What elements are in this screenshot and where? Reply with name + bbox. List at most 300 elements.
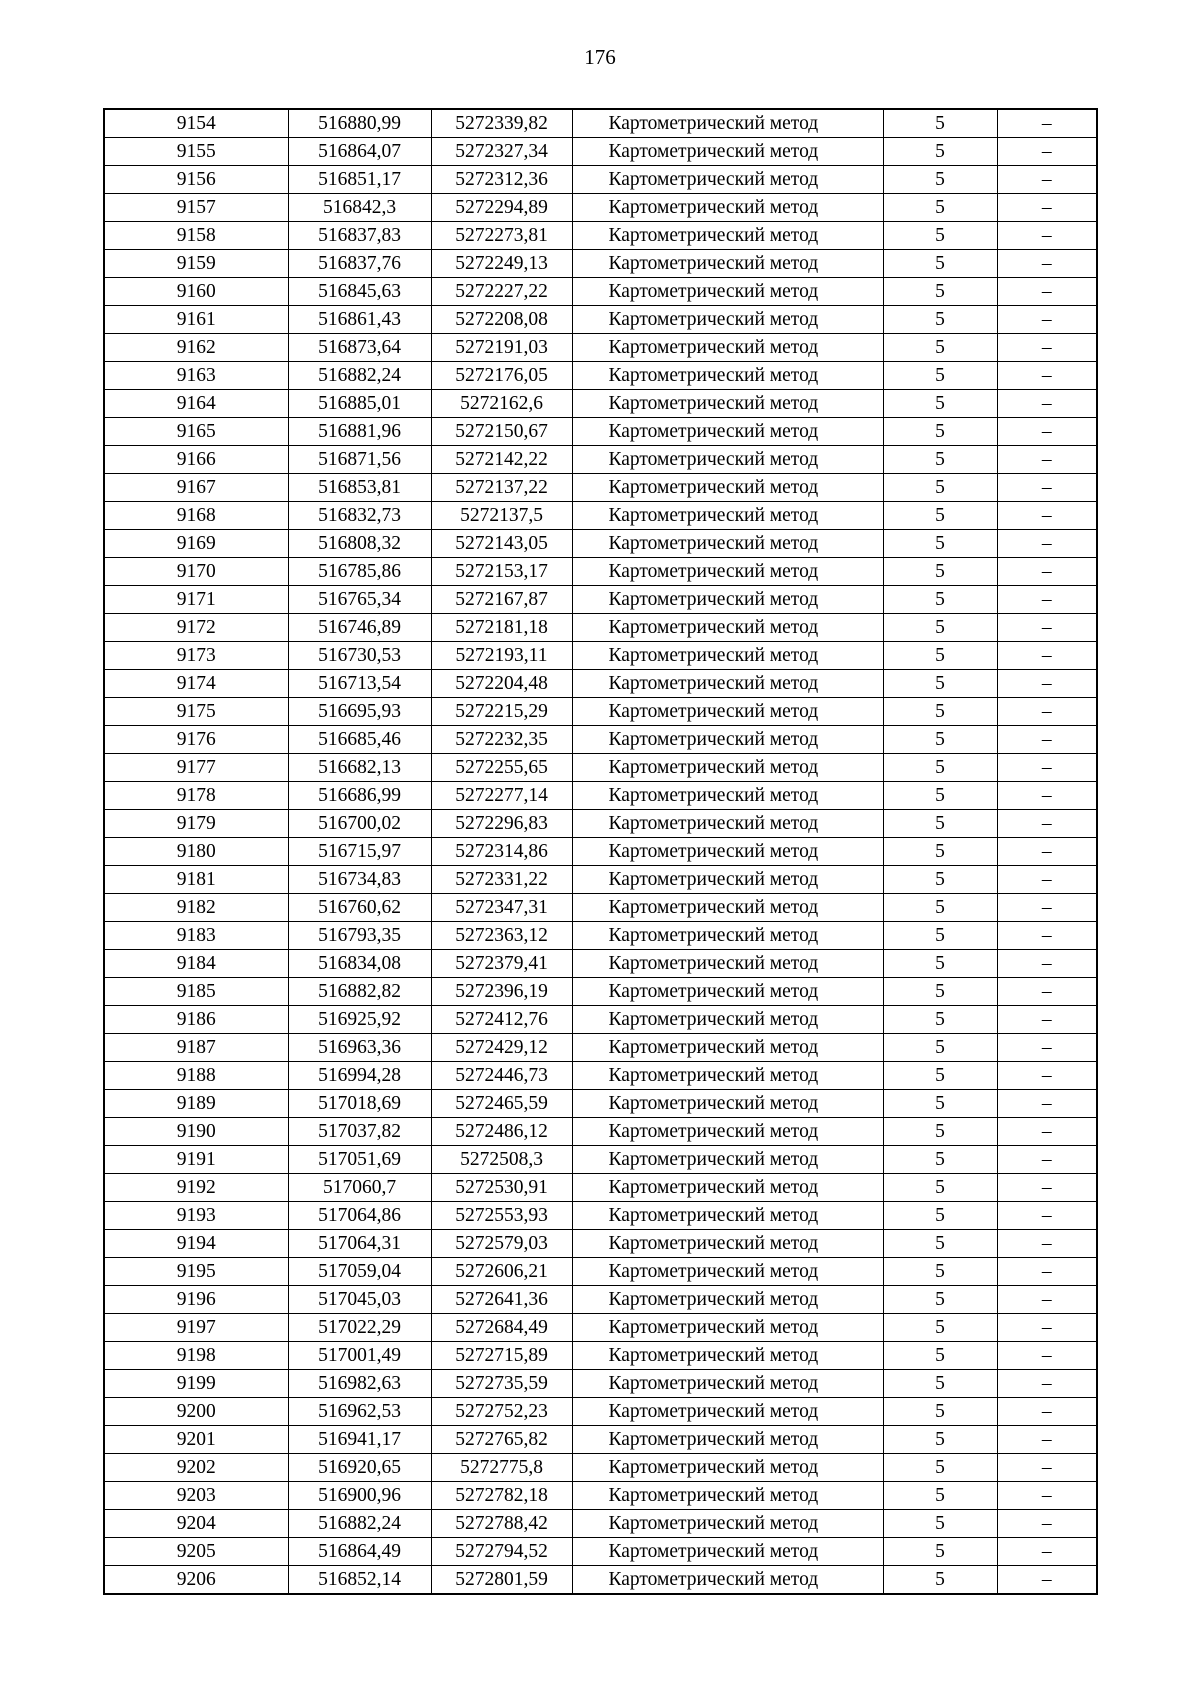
accuracy-cell: 5	[883, 1342, 997, 1370]
method-cell: Картометрический метод	[572, 1202, 883, 1230]
point-number-cell: 9186	[104, 1006, 288, 1034]
table-row	[104, 222, 1097, 250]
accuracy-cell: 5	[883, 950, 997, 978]
y-coordinate-cell: 5272232,35	[431, 726, 572, 754]
point-number-cell: 9200	[104, 1398, 288, 1426]
x-coordinate-cell: 516882,24	[288, 1510, 431, 1538]
point-number-cell: 9198	[104, 1342, 288, 1370]
y-coordinate-cell: 5272412,76	[431, 1006, 572, 1034]
method-cell: Картометрический метод	[572, 138, 883, 166]
y-coordinate-cell: 5272735,59	[431, 1370, 572, 1398]
method-cell: Картометрический метод	[572, 782, 883, 810]
table-row	[104, 1230, 1097, 1258]
table-row	[104, 530, 1097, 558]
point-number-cell: 9179	[104, 810, 288, 838]
point-number-cell: 9171	[104, 586, 288, 614]
point-number-cell: 9177	[104, 754, 288, 782]
method-cell: Картометрический метод	[572, 1118, 883, 1146]
accuracy-cell: 5	[883, 334, 997, 362]
table-row	[104, 1146, 1097, 1174]
table-row	[104, 838, 1097, 866]
accuracy-cell: 5	[883, 474, 997, 502]
accuracy-cell: 5	[883, 1090, 997, 1118]
x-coordinate-cell: 517001,49	[288, 1342, 431, 1370]
method-cell: Картометрический метод	[572, 754, 883, 782]
y-coordinate-cell: 5272331,22	[431, 866, 572, 894]
x-coordinate-cell: 516730,53	[288, 642, 431, 670]
x-coordinate-cell: 516885,01	[288, 390, 431, 418]
table-row	[104, 1034, 1097, 1062]
point-number-cell: 9192	[104, 1174, 288, 1202]
table-row	[104, 1510, 1097, 1538]
y-coordinate-cell: 5272162,6	[431, 390, 572, 418]
x-coordinate-cell: 517037,82	[288, 1118, 431, 1146]
note-cell: –	[997, 446, 1097, 474]
x-coordinate-cell: 516686,99	[288, 782, 431, 810]
method-cell: Картометрический метод	[572, 726, 883, 754]
y-coordinate-cell: 5272227,22	[431, 278, 572, 306]
point-number-cell: 9156	[104, 166, 288, 194]
method-cell: Картометрический метод	[572, 446, 883, 474]
table-row	[104, 1062, 1097, 1090]
table-row	[104, 726, 1097, 754]
accuracy-cell: 5	[883, 1454, 997, 1482]
table-row	[104, 390, 1097, 418]
x-coordinate-cell: 517045,03	[288, 1286, 431, 1314]
y-coordinate-cell: 5272294,89	[431, 194, 572, 222]
x-coordinate-cell: 516734,83	[288, 866, 431, 894]
accuracy-cell: 5	[883, 1426, 997, 1454]
y-coordinate-cell: 5272327,34	[431, 138, 572, 166]
point-number-cell: 9162	[104, 334, 288, 362]
point-number-cell: 9196	[104, 1286, 288, 1314]
method-cell: Картометрический метод	[572, 950, 883, 978]
method-cell: Картометрический метод	[572, 502, 883, 530]
method-cell: Картометрический метод	[572, 894, 883, 922]
table-row	[104, 1258, 1097, 1286]
note-cell: –	[997, 1342, 1097, 1370]
x-coordinate-cell: 516837,83	[288, 222, 431, 250]
page-number: 176	[584, 45, 616, 69]
point-number-cell: 9176	[104, 726, 288, 754]
y-coordinate-cell: 5272641,36	[431, 1286, 572, 1314]
table-row	[104, 866, 1097, 894]
y-coordinate-cell: 5272193,11	[431, 642, 572, 670]
table-row	[104, 138, 1097, 166]
y-coordinate-cell: 5272277,14	[431, 782, 572, 810]
x-coordinate-cell: 516852,14	[288, 1566, 431, 1595]
method-cell: Картометрический метод	[572, 222, 883, 250]
accuracy-cell: 5	[883, 1538, 997, 1566]
note-cell: –	[997, 1454, 1097, 1482]
accuracy-cell: 5	[883, 1006, 997, 1034]
table-row	[104, 418, 1097, 446]
note-cell: –	[997, 558, 1097, 586]
y-coordinate-cell: 5272508,3	[431, 1146, 572, 1174]
y-coordinate-cell: 5272137,22	[431, 474, 572, 502]
method-cell: Картометрический метод	[572, 1398, 883, 1426]
table-row	[104, 1342, 1097, 1370]
accuracy-cell: 5	[883, 418, 997, 446]
point-number-cell: 9195	[104, 1258, 288, 1286]
note-cell: –	[997, 1538, 1097, 1566]
note-cell: –	[997, 698, 1097, 726]
point-number-cell: 9187	[104, 1034, 288, 1062]
y-coordinate-cell: 5272312,36	[431, 166, 572, 194]
y-coordinate-cell: 5272684,49	[431, 1314, 572, 1342]
table-row	[104, 1174, 1097, 1202]
x-coordinate-cell: 517051,69	[288, 1146, 431, 1174]
accuracy-cell: 5	[883, 278, 997, 306]
point-number-cell: 9191	[104, 1146, 288, 1174]
note-cell: –	[997, 1202, 1097, 1230]
table-row	[104, 782, 1097, 810]
note-cell: –	[997, 194, 1097, 222]
note-cell: –	[997, 390, 1097, 418]
x-coordinate-cell: 517064,86	[288, 1202, 431, 1230]
x-coordinate-cell: 516882,82	[288, 978, 431, 1006]
method-cell: Картометрический метод	[572, 1510, 883, 1538]
accuracy-cell: 5	[883, 1286, 997, 1314]
accuracy-cell: 5	[883, 894, 997, 922]
accuracy-cell: 5	[883, 1062, 997, 1090]
accuracy-cell: 5	[883, 1118, 997, 1146]
x-coordinate-cell: 516880,99	[288, 109, 431, 138]
table-row	[104, 1454, 1097, 1482]
table-row	[104, 922, 1097, 950]
method-cell: Картометрический метод	[572, 810, 883, 838]
point-number-cell: 9181	[104, 866, 288, 894]
x-coordinate-cell: 516941,17	[288, 1426, 431, 1454]
note-cell: –	[997, 1314, 1097, 1342]
table-row	[104, 1118, 1097, 1146]
accuracy-cell: 5	[883, 1230, 997, 1258]
point-number-cell: 9199	[104, 1370, 288, 1398]
note-cell: –	[997, 894, 1097, 922]
y-coordinate-cell: 5272255,65	[431, 754, 572, 782]
method-cell: Картометрический метод	[572, 530, 883, 558]
accuracy-cell: 5	[883, 502, 997, 530]
note-cell: –	[997, 950, 1097, 978]
x-coordinate-cell: 516864,07	[288, 138, 431, 166]
method-cell: Картометрический метод	[572, 1482, 883, 1510]
note-cell: –	[997, 1090, 1097, 1118]
note-cell: –	[997, 418, 1097, 446]
point-number-cell: 9201	[104, 1426, 288, 1454]
note-cell: –	[997, 670, 1097, 698]
note-cell: –	[997, 726, 1097, 754]
point-number-cell: 9166	[104, 446, 288, 474]
table-row	[104, 1370, 1097, 1398]
table-row	[104, 1538, 1097, 1566]
table-row	[104, 978, 1097, 1006]
x-coordinate-cell: 516834,08	[288, 950, 431, 978]
point-number-cell: 9189	[104, 1090, 288, 1118]
table-row	[104, 250, 1097, 278]
point-number-cell: 9163	[104, 362, 288, 390]
x-coordinate-cell: 516837,76	[288, 250, 431, 278]
x-coordinate-cell: 516963,36	[288, 1034, 431, 1062]
accuracy-cell: 5	[883, 1314, 997, 1342]
point-number-cell: 9182	[104, 894, 288, 922]
table-row	[104, 558, 1097, 586]
method-cell: Картометрический метод	[572, 1538, 883, 1566]
method-cell: Картометрический метод	[572, 334, 883, 362]
note-cell: –	[997, 306, 1097, 334]
accuracy-cell: 5	[883, 670, 997, 698]
note-cell: –	[997, 642, 1097, 670]
x-coordinate-cell: 516832,73	[288, 502, 431, 530]
accuracy-cell: 5	[883, 166, 997, 194]
point-number-cell: 9185	[104, 978, 288, 1006]
table-row	[104, 194, 1097, 222]
note-cell: –	[997, 1510, 1097, 1538]
x-coordinate-cell: 516925,92	[288, 1006, 431, 1034]
method-cell: Картометрический метод	[572, 418, 883, 446]
y-coordinate-cell: 5272486,12	[431, 1118, 572, 1146]
method-cell: Картометрический метод	[572, 109, 883, 138]
table-row	[104, 642, 1097, 670]
y-coordinate-cell: 5272782,18	[431, 1482, 572, 1510]
table-row	[104, 1566, 1097, 1595]
accuracy-cell: 5	[883, 838, 997, 866]
accuracy-cell: 5	[883, 109, 997, 138]
method-cell: Картометрический метод	[572, 1258, 883, 1286]
y-coordinate-cell: 5272465,59	[431, 1090, 572, 1118]
accuracy-cell: 5	[883, 614, 997, 642]
method-cell: Картометрический метод	[572, 558, 883, 586]
coordinates-table	[103, 108, 1098, 1595]
method-cell: Картометрический метод	[572, 1034, 883, 1062]
table-row	[104, 166, 1097, 194]
note-cell: –	[997, 978, 1097, 1006]
note-cell: –	[997, 222, 1097, 250]
point-number-cell: 9193	[104, 1202, 288, 1230]
note-cell: –	[997, 754, 1097, 782]
y-coordinate-cell: 5272137,5	[431, 502, 572, 530]
note-cell: –	[997, 1286, 1097, 1314]
x-coordinate-cell: 516982,63	[288, 1370, 431, 1398]
method-cell: Картометрический метод	[572, 1454, 883, 1482]
x-coordinate-cell: 516882,24	[288, 362, 431, 390]
table-row	[104, 278, 1097, 306]
method-cell: Картометрический метод	[572, 1314, 883, 1342]
y-coordinate-cell: 5272801,59	[431, 1566, 572, 1595]
method-cell: Картометрический метод	[572, 866, 883, 894]
method-cell: Картометрический метод	[572, 1090, 883, 1118]
y-coordinate-cell: 5272579,03	[431, 1230, 572, 1258]
method-cell: Картометрический метод	[572, 1342, 883, 1370]
table-row	[104, 1398, 1097, 1426]
y-coordinate-cell: 5272347,31	[431, 894, 572, 922]
x-coordinate-cell: 516715,97	[288, 838, 431, 866]
point-number-cell: 9164	[104, 390, 288, 418]
table-row	[104, 670, 1097, 698]
x-coordinate-cell: 516682,13	[288, 754, 431, 782]
table-row	[104, 362, 1097, 390]
table-row	[104, 306, 1097, 334]
note-cell: –	[997, 109, 1097, 138]
x-coordinate-cell: 517059,04	[288, 1258, 431, 1286]
method-cell: Картометрический метод	[572, 306, 883, 334]
table-row	[104, 1482, 1097, 1510]
y-coordinate-cell: 5272794,52	[431, 1538, 572, 1566]
point-number-cell: 9194	[104, 1230, 288, 1258]
note-cell: –	[997, 1034, 1097, 1062]
point-number-cell: 9172	[104, 614, 288, 642]
x-coordinate-cell: 516746,89	[288, 614, 431, 642]
note-cell: –	[997, 1258, 1097, 1286]
point-number-cell: 9178	[104, 782, 288, 810]
method-cell: Картометрический метод	[572, 194, 883, 222]
point-number-cell: 9155	[104, 138, 288, 166]
method-cell: Картометрический метод	[572, 1146, 883, 1174]
method-cell: Картометрический метод	[572, 586, 883, 614]
y-coordinate-cell: 5272167,87	[431, 586, 572, 614]
x-coordinate-cell: 516845,63	[288, 278, 431, 306]
note-cell: –	[997, 1174, 1097, 1202]
method-cell: Картометрический метод	[572, 1566, 883, 1595]
method-cell: Картометрический метод	[572, 1426, 883, 1454]
point-number-cell: 9183	[104, 922, 288, 950]
accuracy-cell: 5	[883, 1370, 997, 1398]
method-cell: Картометрический метод	[572, 698, 883, 726]
y-coordinate-cell: 5272208,08	[431, 306, 572, 334]
x-coordinate-cell: 516994,28	[288, 1062, 431, 1090]
y-coordinate-cell: 5272249,13	[431, 250, 572, 278]
table-row	[104, 754, 1097, 782]
note-cell: –	[997, 138, 1097, 166]
accuracy-cell: 5	[883, 250, 997, 278]
x-coordinate-cell: 517018,69	[288, 1090, 431, 1118]
point-number-cell: 9190	[104, 1118, 288, 1146]
point-number-cell: 9180	[104, 838, 288, 866]
x-coordinate-cell: 516871,56	[288, 446, 431, 474]
accuracy-cell: 5	[883, 390, 997, 418]
note-cell: –	[997, 782, 1097, 810]
accuracy-cell: 5	[883, 1566, 997, 1595]
y-coordinate-cell: 5272379,41	[431, 950, 572, 978]
table-body	[104, 109, 1097, 1594]
x-coordinate-cell: 516853,81	[288, 474, 431, 502]
x-coordinate-cell: 516861,43	[288, 306, 431, 334]
accuracy-cell: 5	[883, 222, 997, 250]
accuracy-cell: 5	[883, 810, 997, 838]
method-cell: Картометрический метод	[572, 1062, 883, 1090]
y-coordinate-cell: 5272446,73	[431, 1062, 572, 1090]
accuracy-cell: 5	[883, 866, 997, 894]
accuracy-cell: 5	[883, 726, 997, 754]
method-cell: Картометрический метод	[572, 166, 883, 194]
point-number-cell: 9169	[104, 530, 288, 558]
point-number-cell: 9157	[104, 194, 288, 222]
table-row	[104, 1090, 1097, 1118]
x-coordinate-cell: 516760,62	[288, 894, 431, 922]
y-coordinate-cell: 5272788,42	[431, 1510, 572, 1538]
method-cell: Картометрический метод	[572, 278, 883, 306]
note-cell: –	[997, 502, 1097, 530]
note-cell: –	[997, 166, 1097, 194]
accuracy-cell: 5	[883, 1174, 997, 1202]
point-number-cell: 9167	[104, 474, 288, 502]
note-cell: –	[997, 1482, 1097, 1510]
accuracy-cell: 5	[883, 446, 997, 474]
point-number-cell: 9205	[104, 1538, 288, 1566]
note-cell: –	[997, 1006, 1097, 1034]
x-coordinate-cell: 516881,96	[288, 418, 431, 446]
point-number-cell: 9158	[104, 222, 288, 250]
point-number-cell: 9188	[104, 1062, 288, 1090]
x-coordinate-cell: 516785,86	[288, 558, 431, 586]
note-cell: –	[997, 278, 1097, 306]
point-number-cell: 9197	[104, 1314, 288, 1342]
note-cell: –	[997, 1062, 1097, 1090]
y-coordinate-cell: 5272142,22	[431, 446, 572, 474]
table-row	[104, 502, 1097, 530]
y-coordinate-cell: 5272204,48	[431, 670, 572, 698]
note-cell: –	[997, 334, 1097, 362]
note-cell: –	[997, 1118, 1097, 1146]
y-coordinate-cell: 5272296,83	[431, 810, 572, 838]
y-coordinate-cell: 5272191,03	[431, 334, 572, 362]
accuracy-cell: 5	[883, 194, 997, 222]
table-row	[104, 1006, 1097, 1034]
table-row	[104, 109, 1097, 138]
y-coordinate-cell: 5272150,67	[431, 418, 572, 446]
y-coordinate-cell: 5272775,8	[431, 1454, 572, 1482]
table-row	[104, 474, 1097, 502]
method-cell: Картометрический метод	[572, 474, 883, 502]
point-number-cell: 9170	[104, 558, 288, 586]
method-cell: Картометрический метод	[572, 922, 883, 950]
accuracy-cell: 5	[883, 586, 997, 614]
y-coordinate-cell: 5272181,18	[431, 614, 572, 642]
point-number-cell: 9161	[104, 306, 288, 334]
accuracy-cell: 5	[883, 1034, 997, 1062]
x-coordinate-cell: 516962,53	[288, 1398, 431, 1426]
y-coordinate-cell: 5272396,19	[431, 978, 572, 1006]
x-coordinate-cell: 516900,96	[288, 1482, 431, 1510]
accuracy-cell: 5	[883, 754, 997, 782]
y-coordinate-cell: 5272606,21	[431, 1258, 572, 1286]
table-row	[104, 950, 1097, 978]
y-coordinate-cell: 5272752,23	[431, 1398, 572, 1426]
table-row	[104, 614, 1097, 642]
x-coordinate-cell: 517022,29	[288, 1314, 431, 1342]
x-coordinate-cell: 516873,64	[288, 334, 431, 362]
x-coordinate-cell: 516851,17	[288, 166, 431, 194]
x-coordinate-cell: 517064,31	[288, 1230, 431, 1258]
table-row	[104, 698, 1097, 726]
y-coordinate-cell: 5272363,12	[431, 922, 572, 950]
method-cell: Картометрический метод	[572, 1230, 883, 1258]
x-coordinate-cell: 516793,35	[288, 922, 431, 950]
method-cell: Картометрический метод	[572, 250, 883, 278]
y-coordinate-cell: 5272553,93	[431, 1202, 572, 1230]
table-row	[104, 894, 1097, 922]
y-coordinate-cell: 5272530,91	[431, 1174, 572, 1202]
note-cell: –	[997, 530, 1097, 558]
y-coordinate-cell: 5272143,05	[431, 530, 572, 558]
point-number-cell: 9154	[104, 109, 288, 138]
point-number-cell: 9165	[104, 418, 288, 446]
point-number-cell: 9174	[104, 670, 288, 698]
point-number-cell: 9159	[104, 250, 288, 278]
method-cell: Картометрический метод	[572, 670, 883, 698]
x-coordinate-cell: 516864,49	[288, 1538, 431, 1566]
method-cell: Картометрический метод	[572, 614, 883, 642]
y-coordinate-cell: 5272215,29	[431, 698, 572, 726]
